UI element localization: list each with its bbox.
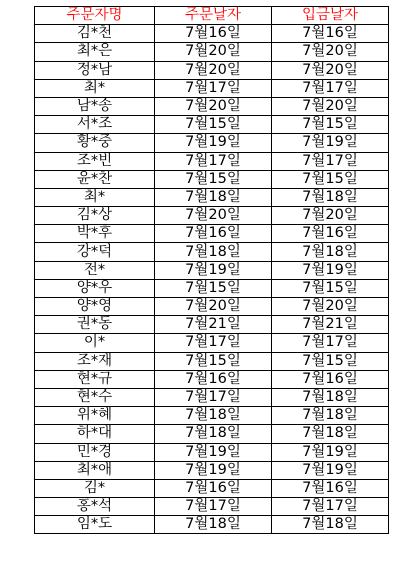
table-row: [35, 279, 389, 297]
table-row: [35, 25, 389, 43]
table-row: [35, 461, 389, 479]
cell-order-date: 7월20일: [155, 298, 272, 316]
table-row: [35, 443, 389, 461]
cell-order-date: 7월18일: [155, 243, 272, 261]
cell-payment-date: 7월19일: [272, 261, 389, 279]
cell-payment-date: 7월20일: [272, 43, 389, 61]
table-row: [35, 479, 389, 497]
cell-orderer-name: 김*천: [35, 25, 155, 43]
table-row: [35, 116, 389, 134]
table-row: [35, 152, 389, 170]
cell-order-date: 7월18일: [155, 425, 272, 443]
table-row: [35, 516, 389, 534]
table-row: [35, 170, 389, 188]
header-payment-date: 입금날자: [272, 7, 389, 25]
cell-order-date: 7월19일: [155, 261, 272, 279]
cell-order-date: 7월16일: [155, 225, 272, 243]
cell-order-date: 7월16일: [155, 370, 272, 388]
cell-orderer-name: 이*: [35, 334, 155, 352]
cell-orderer-name: 정*남: [35, 61, 155, 79]
cell-orderer-name: 김*: [35, 479, 155, 497]
cell-payment-date: 7월19일: [272, 461, 389, 479]
cell-payment-date: 7월20일: [272, 298, 389, 316]
cell-order-date: 7월19일: [155, 461, 272, 479]
cell-order-date: 7월20일: [155, 97, 272, 115]
cell-order-date: 7월15일: [155, 116, 272, 134]
cell-order-date: 7월17일: [155, 388, 272, 406]
table-row: [35, 97, 389, 115]
table-row: [35, 61, 389, 79]
table-row: [35, 388, 389, 406]
cell-orderer-name: 박*후: [35, 225, 155, 243]
cell-order-date: 7월20일: [155, 61, 272, 79]
cell-orderer-name: 양*영: [35, 298, 155, 316]
cell-payment-date: 7월19일: [272, 134, 389, 152]
cell-payment-date: 7월16일: [272, 25, 389, 43]
table-row: [35, 225, 389, 243]
cell-payment-date: 7월18일: [272, 388, 389, 406]
cell-orderer-name: 김*상: [35, 207, 155, 225]
header-order-date: 주문날자: [155, 7, 272, 25]
cell-orderer-name: 양*우: [35, 279, 155, 297]
table-row: [35, 407, 389, 425]
cell-payment-date: 7월17일: [272, 79, 389, 97]
cell-payment-date: 7월18일: [272, 407, 389, 425]
table-row: [35, 352, 389, 370]
cell-order-date: 7월17일: [155, 79, 272, 97]
cell-payment-date: 7월18일: [272, 243, 389, 261]
cell-payment-date: 7월15일: [272, 170, 389, 188]
table-body: [35, 25, 389, 534]
cell-order-date: 7월20일: [155, 207, 272, 225]
table-row: [35, 334, 389, 352]
cell-orderer-name: 임*도: [35, 516, 155, 534]
cell-order-date: 7월18일: [155, 407, 272, 425]
cell-payment-date: 7월16일: [272, 225, 389, 243]
table-row: [35, 425, 389, 443]
cell-payment-date: 7월15일: [272, 279, 389, 297]
cell-orderer-name: 윤*찬: [35, 170, 155, 188]
table-row: [35, 261, 389, 279]
cell-payment-date: 7월18일: [272, 425, 389, 443]
cell-payment-date: 7월17일: [272, 498, 389, 516]
cell-orderer-name: 현*수: [35, 388, 155, 406]
cell-order-date: 7월16일: [155, 479, 272, 497]
cell-payment-date: 7월18일: [272, 516, 389, 534]
cell-order-date: 7월19일: [155, 443, 272, 461]
cell-payment-date: 7월15일: [272, 352, 389, 370]
cell-order-date: 7월15일: [155, 352, 272, 370]
header-orderer-name: 주문자명: [35, 7, 155, 25]
table-row: [35, 298, 389, 316]
cell-orderer-name: 위*혜: [35, 407, 155, 425]
cell-payment-date: 7월19일: [272, 443, 389, 461]
cell-orderer-name: 황*중: [35, 134, 155, 152]
header-row: [35, 7, 389, 25]
table-row: [35, 370, 389, 388]
cell-orderer-name: 민*경: [35, 443, 155, 461]
cell-payment-date: 7월16일: [272, 370, 389, 388]
cell-payment-date: 7월17일: [272, 152, 389, 170]
cell-order-date: 7월17일: [155, 334, 272, 352]
table-row: [35, 316, 389, 334]
cell-payment-date: 7월17일: [272, 334, 389, 352]
cell-payment-date: 7월20일: [272, 207, 389, 225]
cell-payment-date: 7월18일: [272, 188, 389, 206]
cell-orderer-name: 강*덕: [35, 243, 155, 261]
cell-orderer-name: 남*송: [35, 97, 155, 115]
cell-order-date: 7월17일: [155, 152, 272, 170]
cell-order-date: 7월21일: [155, 316, 272, 334]
cell-orderer-name: 최*: [35, 79, 155, 97]
cell-payment-date: 7월20일: [272, 97, 389, 115]
cell-orderer-name: 조*빈: [35, 152, 155, 170]
table-row: [35, 498, 389, 516]
cell-orderer-name: 전*: [35, 261, 155, 279]
cell-payment-date: 7월21일: [272, 316, 389, 334]
cell-order-date: 7월16일: [155, 25, 272, 43]
cell-order-date: 7월15일: [155, 279, 272, 297]
cell-order-date: 7월18일: [155, 516, 272, 534]
cell-order-date: 7월20일: [155, 43, 272, 61]
order-payment-table: [34, 6, 389, 534]
cell-order-date: 7월15일: [155, 170, 272, 188]
cell-orderer-name: 최*애: [35, 461, 155, 479]
table-row: [35, 43, 389, 61]
cell-orderer-name: 조*재: [35, 352, 155, 370]
cell-orderer-name: 최*은: [35, 43, 155, 61]
cell-orderer-name: 권*동: [35, 316, 155, 334]
cell-payment-date: 7월20일: [272, 61, 389, 79]
table-row: [35, 207, 389, 225]
cell-orderer-name: 현*규: [35, 370, 155, 388]
table-row: [35, 188, 389, 206]
cell-order-date: 7월19일: [155, 134, 272, 152]
cell-payment-date: 7월15일: [272, 116, 389, 134]
table-row: [35, 243, 389, 261]
cell-order-date: 7월18일: [155, 188, 272, 206]
cell-orderer-name: 하*대: [35, 425, 155, 443]
cell-orderer-name: 최*: [35, 188, 155, 206]
cell-payment-date: 7월16일: [272, 479, 389, 497]
cell-orderer-name: 서*조: [35, 116, 155, 134]
cell-orderer-name: 홍*석: [35, 498, 155, 516]
table-row: [35, 79, 389, 97]
table-row: [35, 134, 389, 152]
cell-order-date: 7월17일: [155, 498, 272, 516]
